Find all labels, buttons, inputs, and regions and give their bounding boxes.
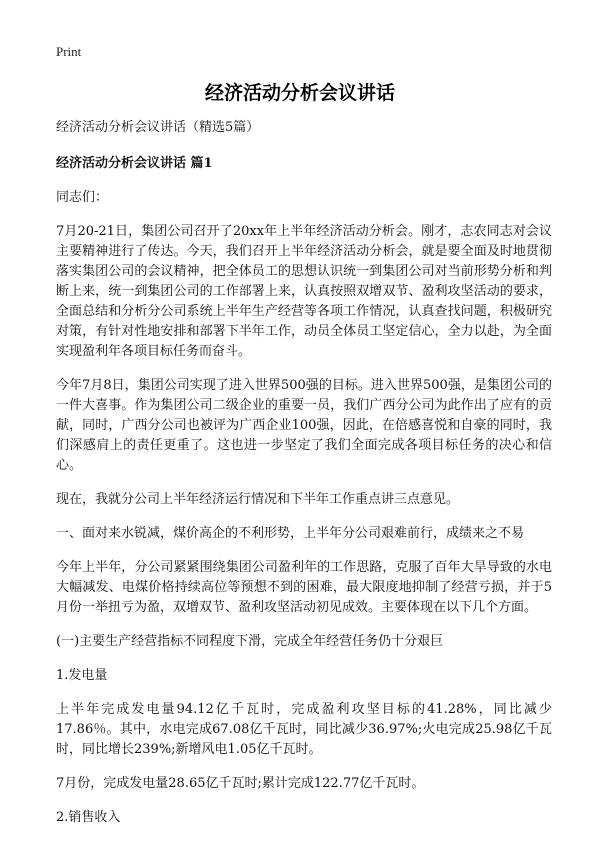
paragraph: 一、面对来水锐减，煤价高企的不利形势，上半年分公司艰难前行，成绩来之不易 [56,526,525,541]
greeting: 同志们： [56,190,109,205]
paragraph: 1.发电量 [56,668,108,683]
paragraph: 现在，我就分公司上半年经济运行情况和下半年工作重点讲三点意见。 [56,492,460,507]
paragraph: 今年上半年，分公司紧紧围绕集团公司盈利年的工作思路，克服了百年大旱导致的水电大幅减发、电煤价格持续高位等预想不到的困难，最大限度地抑制了经营亏损，并于5月份一举扭亏为盈，双增双节、盈利攻坚活动初见成效。主要体现在以下几个方面。 [56,560,552,615]
section-heading: 经济活动分析会议讲话 篇1 [56,156,213,171]
print-link[interactable]: Print [56,44,82,59]
paragraph: 2.销售收入 [56,810,121,825]
page-title: 经济活动分析会议讲话 [204,82,395,104]
paragraph: 今年7月8日，集团公司实现了进入世界500强的目标。进入世界500强，是集团公司的一件大喜事。作为集团公司二级企业的重要一员，我们广西分公司为此作出了应有的贡献，同时，广西分公司也被评为广西企业100强，因此，在倍感喜悦和自豪的同时，我们深感肩上的责任更重了。这也进一步坚定了我们全面完成各项目标任务的决心和信心。 [56,378,552,473]
paragraph: 上半年完成发电量94.12亿千瓦时，完成盈利攻坚目标的41.28%，同比减少17.86％。其中，水电完成67.08亿千瓦时，同比减少36.97%;火电完成25.98亿千瓦时，同比增长239%;新增风电1.05亿千瓦时。 [56,702,552,757]
paragraph: (一)主要生产经营指标不同程度下滑，完成全年经营任务仍十分艰巨 [56,634,444,649]
document-subtitle: 经济活动分析会议讲话（精选5篇） [56,120,260,135]
paragraph: 7月20-21日，集团公司召开了20xx年上半年经济活动分析会。刚才，志农同志对会议主要精神进行了传达。今天，我们召开上半年经济活动分析会，就是要全面及时地贯彻落实集团公司的会议精神，把全体员工的思想认识统一到集团公司对当前形势分析和判断上来，统一到集团公司的工作部署上来，认真按照双增双节、盈利攻坚活动的要求，全面总结和分析分公司系统上半年生产经营等各项工作情况，认真查找问题，积极研究对策，有针对性地安排和部署下半年工作，动员全体员工坚定信心，全力以赴，为全面实现盈利年各项目标任务而奋斗。 [56,224,552,359]
paragraph: 7月份，完成发电量28.65亿千瓦时;累计完成122.77亿千瓦时。 [56,776,425,791]
document-body [56,118,552,842]
